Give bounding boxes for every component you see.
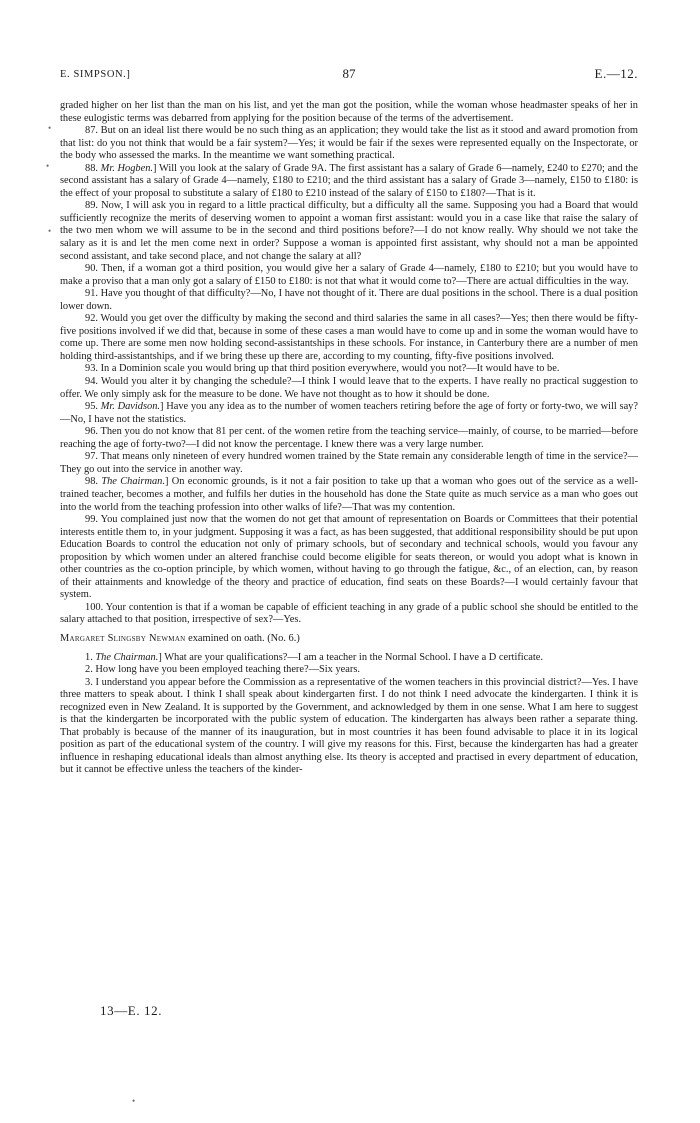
footer-dot: • bbox=[132, 1096, 136, 1106]
speaker-name: Mr. Hogben. bbox=[100, 162, 153, 174]
question-number: 95. bbox=[85, 401, 101, 413]
question-paragraph bbox=[60, 602, 638, 627]
question-paragraph bbox=[60, 125, 638, 163]
document-code: E.—12. bbox=[594, 66, 638, 81]
speaker-name: Mr. Davidson. bbox=[100, 401, 161, 413]
question-paragraph bbox=[60, 288, 638, 313]
paragraph-text: 89. Now, I will ask you in regard to a little practical difficulty, but a difficulty all the same. Supposing you had a Board that would sufficiently recognize the merits of deserving women to appoint a woman first assistant: would you in a case like that raise the salary of the two men whom we will assume to be in the second and third positions before?—I do not know really. Why should we not take the salary as it is and let the men come next in order? Suppose a woman is appointed first assistant, why should not a man be appointed second assistant, and take second place, and not change the salary at all? bbox=[60, 200, 638, 262]
paragraph-text: ] What are your qualifications?—I am a teacher in the Normal School. I have a D certificate. bbox=[158, 651, 543, 663]
margin-mark: • bbox=[48, 226, 52, 236]
paragraph-text: 2. How long have you been employed teaching there?—Six years. bbox=[85, 664, 360, 676]
paragraph-text: 99. You complained just now that the women do not get that amount of representation on Boards or Committees that their potential interests entitle them to, in your judgment. Supposing it was a fact, as has been suggested, that additional responsibility should be put upon Education Boards to control the education not only of primary schools, but of secondary and technical schools, would you favour any proposition by which women under an altered franchise could become eligible for seats thereon, or would you adopt what is known in other countries as the co-option principle, by which women, without having to go through the fatigue, &c., of an election, can, by reason of their attainments and knowledge of the theory and practice of education, find seats on these Boards?—I would certainly favour that system. bbox=[60, 514, 638, 601]
speaker-name: The Chairman. bbox=[101, 476, 165, 488]
paragraph-text: 87. But on an ideal list there would be no such thing as an application; they would take the list as it stood and award promotion from that list: do you not think that would be a fair system?—Yes; it would be fair if the sexes were represented equally on the Inspectorate, or the body who assessed the marks. In the meantime we want something practical. bbox=[60, 125, 638, 162]
paragraph-text: 100. Your contention is that if a woman be capable of efficient teaching in any grade of a public school she should be entitled to the salary attached to that position, irrespective of sex?—Yes. bbox=[60, 601, 638, 626]
question-paragraph bbox=[60, 652, 638, 665]
paragraph-text: 92. Would you get over the difficulty by making the second and third salaries the same in all cases?—Yes; then there would be fifty-five positions involved if we did that, because in some of these cases a man would have to come up and in some the woman would have to come up. There are some men now holding second-assistantships in these schools. For instance, in Canterbury there are a number of men holding third-assistantships, and if we bring these up there are, according to my counting, fifty-five positions involved. bbox=[60, 313, 638, 362]
question-paragraph bbox=[60, 376, 638, 401]
witness-heading bbox=[60, 633, 638, 646]
speaker-name: The Chairman. bbox=[95, 651, 159, 663]
signature-mark: 13—E. 12. bbox=[100, 1003, 163, 1018]
running-head-witness: E. SIMPSON.] bbox=[60, 69, 131, 80]
witness-oath: examined on oath. (No. 6.) bbox=[185, 632, 300, 644]
question-paragraph bbox=[60, 426, 638, 451]
witness-name: Margaret Slingsby Newman bbox=[60, 632, 186, 644]
question-paragraph bbox=[60, 677, 638, 777]
question-paragraph bbox=[60, 163, 638, 201]
paragraph-text: ] Will you look at the salary of Grade 9A. The first assistant has a salary of Grade 6—namely, £240 to £270; and the second assistant has a salary of Grade 4—namely, £180 to £210; and the third assistant has a salary of Grade 3—namely, £150 to £180: is the effect of your proposal to substitute a salary of £180 to £210 instead of the salary of £150 to £180?—That is it. bbox=[60, 162, 638, 199]
question-number: 98. bbox=[85, 476, 102, 488]
question-number: 1. bbox=[85, 651, 96, 663]
paragraph-text: 3. I understand you appear before the Commission as a representative of the women teachers in this provincial district?—Yes. I have three matters to speak about. I think I shall speak about kindergarten first. I do not think I need advocate the kindergarten. I think it is recognized even in New Zealand. It is supported by the Government, and acknowledged by them in one sense. What I am here to suggest is that the kindergarten be incorporated with the public system of education. The kindergarten has always been rather a separate thing. That probably is because of the manner of its inauguration, but in most countries it has been found advisable to place it in its logical position as part of the educational system of the country. I will give my reasons for this. First, because the kindergarten has had a greater influence in reshaping educational ideals than almost anything else. Its theory is accepted and practised in every department of education, but it cannot be effective unless the teachers of the kinder- bbox=[60, 676, 638, 776]
paragraph-text: 96. Then you do not know that 81 per cent. of the women retire from the teaching service—mainly, of course, to be married—before reaching the age of forty-two?—I did not know the percentage. I knew there was a very large number. bbox=[60, 426, 638, 450]
question-paragraph bbox=[60, 476, 638, 514]
question-paragraph bbox=[60, 313, 638, 363]
paragraph-text: 90. Then, if a woman got a third position, you would give her a salary of Grade 4—namely, £180 to £210; but you would have to make a proviso that a man only got a salary of £150 to £180: is not that what it would come to?—There are actual difficulties in the way. bbox=[60, 263, 638, 287]
margin-mark: • bbox=[46, 161, 50, 171]
paragraph-text: 91. Have you thought of that difficulty?—No, I have not thought of it. There are dual positions in the school. There is a dual position lower down. bbox=[60, 288, 638, 312]
paragraph-text: ] On economic grounds, is it not a fair position to take up that a woman who goes out of the service as a well-trained teacher, becomes a mother, and fulfils her duties in the household has done the State quite as much service as a man who goes out into the world from the teaching profession into other walks of life?—That was my contention. bbox=[60, 476, 638, 513]
page-number: 87 bbox=[342, 66, 356, 81]
question-paragraph bbox=[60, 200, 638, 263]
paragraph-text: ] Have you any idea as to the number of women teachers retiring before the age of forty or forty-two, we will say?—No, I have not the statistics. bbox=[60, 401, 638, 425]
testimony-paragraphs bbox=[60, 100, 638, 627]
page-header bbox=[60, 68, 638, 86]
paragraph-text: graded higher on her list than the man on his list, and yet the man got the position, while the woman whose headmaster speaks of her in these eulogistic terms was debarred from applying for the position because of the terms of the advertisement. bbox=[60, 100, 638, 124]
question-number: 88. bbox=[85, 162, 101, 174]
testimony-body bbox=[60, 100, 638, 777]
question-paragraph bbox=[60, 514, 638, 602]
question-paragraph bbox=[60, 263, 638, 288]
paragraph-text: 93. In a Dominion scale you would bring up that third position everywhere, would you not?—It would have to be. bbox=[85, 363, 560, 375]
question-paragraph bbox=[60, 451, 638, 476]
testimony-paragraphs-witness-6 bbox=[60, 652, 638, 777]
question-paragraph bbox=[60, 401, 638, 426]
question-paragraph bbox=[60, 363, 638, 376]
paragraph-text: 94. Would you alter it by changing the schedule?—I think I would leave that to the experts. I have really no practical suggestion to offer. We only simply ask for the measure to be done. We have not thought as to how it should be done. bbox=[60, 376, 638, 400]
paragraph-text: 97. That means only nineteen of every hundred women trained by the State remain any considerable length of time in the service?—They go out into the service in another way. bbox=[60, 451, 638, 475]
question-paragraph bbox=[60, 100, 638, 125]
question-paragraph bbox=[60, 664, 638, 677]
margin-mark: • bbox=[48, 123, 52, 133]
